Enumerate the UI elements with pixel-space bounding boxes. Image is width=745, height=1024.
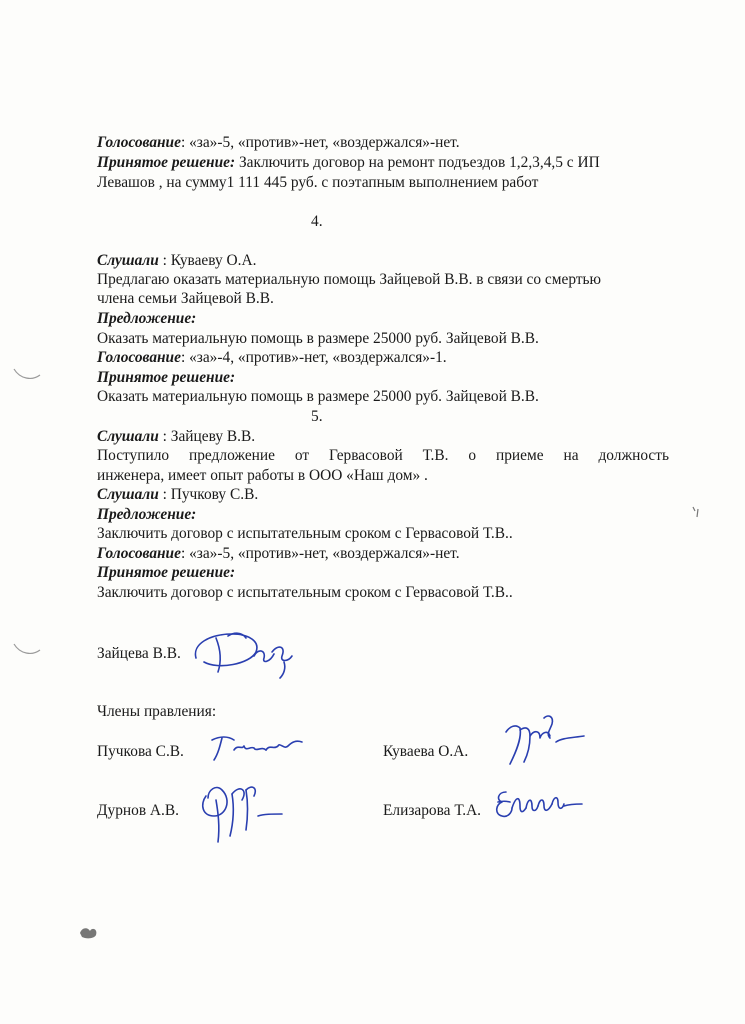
text-line-4a: Предлагаю оказать материальную помощь Зайцевой В.В. в связи со смертью: [97, 271, 602, 288]
member-3-signature: [196, 776, 286, 846]
member-1-signature: [210, 728, 305, 764]
chair-signature: [188, 622, 308, 682]
voting-line-3: Голосование: «за»-5, «против»-нет, «воздержался»-нет.: [97, 134, 460, 151]
heard-line-5: Слушали : Зайцеву В.В.: [97, 428, 256, 445]
decision-line-3: Принятое решение: Заключить договор на ремонт подъездов 1,2,3,4,5 с ИП: [97, 154, 600, 171]
section-number-4: 4.: [311, 213, 323, 230]
proposal-label-5: Предложение:: [97, 506, 197, 523]
decision-text-5: Заключить договор с испытательным сроком с Гервасовой Т.В..: [97, 584, 513, 601]
member-4-signature: [490, 786, 585, 826]
ink-blot-mark: [78, 925, 102, 941]
proposal-text-4: Оказать материальную помощь в размере 25000 руб. Зайцевой В.В.: [97, 330, 539, 347]
member-1-name: Пучкова С.В.: [97, 743, 184, 760]
heard2-line-5: Слушали : Пучкову С.В.: [97, 486, 259, 503]
text-line-4b: члена семьи Зайцевой В.В.: [97, 290, 274, 307]
speck-mark: [690, 505, 702, 519]
decision-text-4: Оказать материальную помощь в размере 25000 руб. Зайцевой В.В.: [97, 388, 539, 405]
proposal-text-5: Заключить договор с испытательным сроком с Гервасовой Т.В..: [97, 525, 513, 542]
proposal-label-4: Предложение:: [97, 310, 197, 327]
chair-name: Зайцева В.В.: [97, 645, 181, 662]
voting-line-5: Голосование: «за»-5, «против»-нет, «воздержался»-нет.: [97, 545, 460, 562]
member-2-name: Куваева О.А.: [383, 743, 469, 760]
board-heading: Члены правления:: [97, 703, 217, 720]
member-3-name: Дурнов А.В.: [97, 802, 180, 819]
decision-line-3b: Левашов , на сумму1 111 445 руб. с поэтапным выполнением работ: [97, 174, 539, 191]
text-line-5a: Поступило предложение от Гервасовой Т.В. о приеме на должность: [97, 447, 669, 464]
heard-line-4: Слушали : Куваеву О.А.: [97, 252, 257, 269]
decision-label-5: Принятое решение:: [97, 564, 236, 581]
hole-punch-mark-bottom: [12, 640, 42, 660]
member-2-signature: [500, 708, 588, 768]
voting-line-4: Голосование: «за»-4, «против»-нет, «воздержался»-1.: [97, 349, 447, 366]
member-4-name: Елизарова Т.А.: [383, 802, 482, 819]
section-number-5: 5.: [311, 408, 323, 425]
text-line-5b: инженера, имеет опыт работы в ООО «Наш дом» .: [97, 467, 428, 484]
decision-label-4: Принятое решение:: [97, 369, 236, 386]
hole-punch-mark-top: [12, 365, 42, 385]
